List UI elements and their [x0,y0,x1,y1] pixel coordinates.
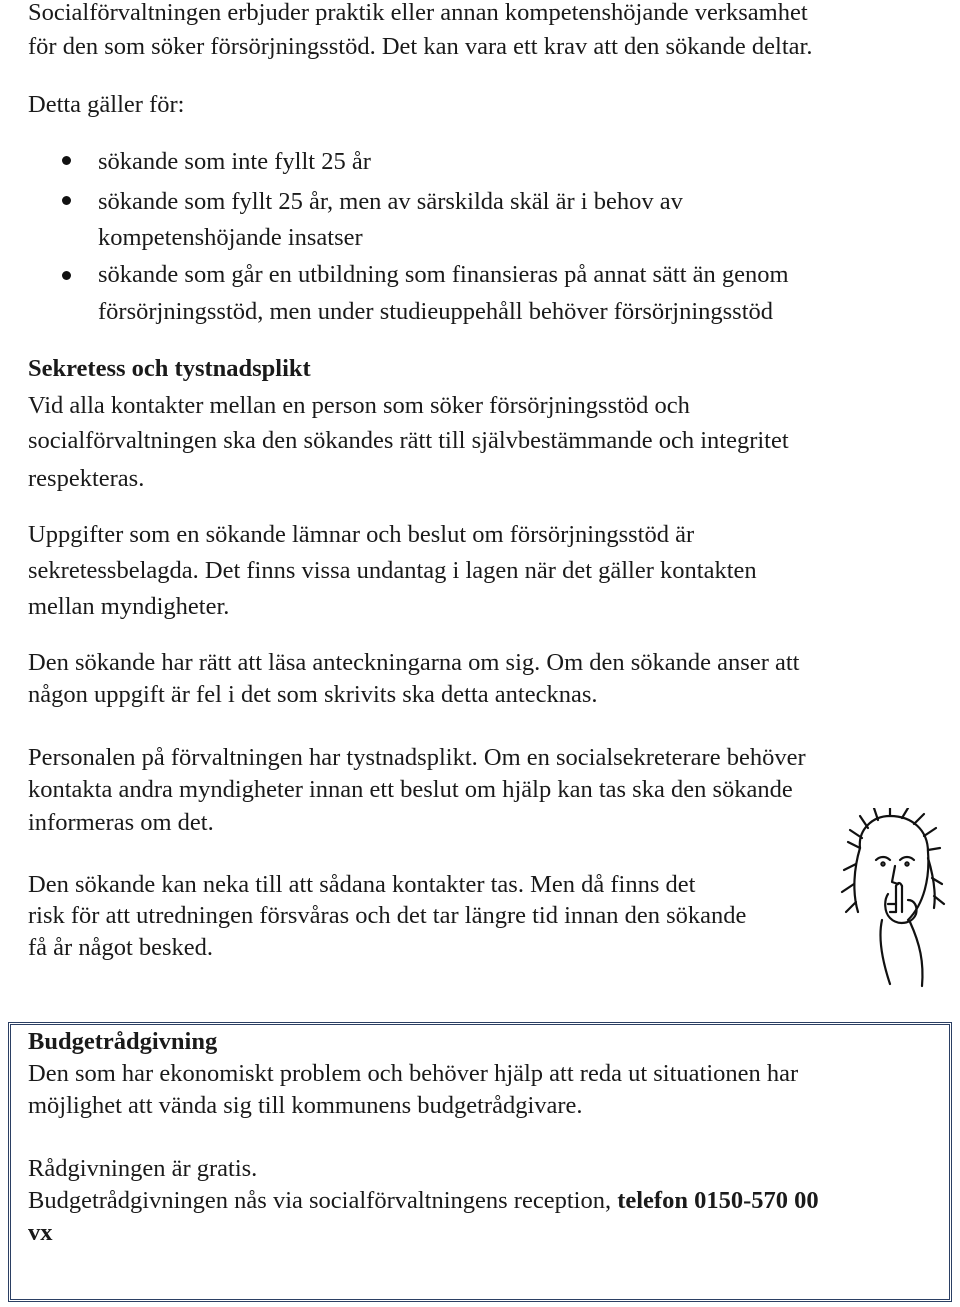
budget-p1-line-2: möjlighet att vända sig till kommunens budgetrådgivare. [28,1092,583,1119]
secrecy-p1-line-1: Vid alla kontakter mellan en person som söker försörjningsstöd och [28,392,690,419]
secrecy-p5-line-1: Den sökande kan neka till att sådana kontakter tas. Men då finns det [28,871,696,898]
budget-free-text: Rådgivningen är gratis. [28,1155,258,1182]
budget-contact-line [28,1184,819,1218]
list-item: sökande som inte fyllt 25 år [98,148,371,175]
secrecy-p1-line-3: respekteras. [28,465,145,492]
budget-p1-line-1: Den som har ekonomiskt problem och behöver hjälp att reda ut situationen har [28,1060,799,1087]
intro-lead: Detta gäller för: [28,91,185,118]
secrecy-p4-line-1: Personalen på förvaltningen har tystnadsplikt. Om en socialsekreterare behöver [28,744,806,771]
secrecy-p5-line-2: risk för att utredningen försvåras och det tar längre tid innan den sökande [28,902,747,929]
budget-phone-suffix: vx [28,1219,53,1246]
bullet-icon [62,156,71,165]
secrecy-p2-line-1: Uppgifter som en sökande lämnar och beslut om försörjningsstöd är [28,521,695,548]
secrecy-p4-line-2: kontakta andra myndigheter innan ett beslut om hjälp kan tas ska den sökande [28,776,793,803]
secrecy-p2-line-2: sekretessbelagda. Det finns vissa undantag i lagen när det gäller kontakten [28,557,757,584]
list-item-continued: kompetenshöjande insatser [98,224,363,251]
bullet-icon [62,196,71,205]
secrecy-p1-line-2: socialförvaltningen ska den sökandes rätt till självbestämmande och integritet [28,427,789,454]
secrecy-p3-line-1: Den sökande har rätt att läsa anteckningarna om sig. Om den sökande anser att [28,649,800,676]
budget-contact-text: Budgetrådgivningen nås via socialförvaltningens reception, [28,1187,618,1214]
secrecy-p5-line-3: få år något besked. [28,934,214,961]
budget-phone: telefon 0150-570 00 [617,1187,819,1214]
intro-line-2: för den som söker försörjningsstöd. Det kan vara ett krav att den sökande deltar. [28,33,813,60]
secrecy-p4-line-3: informeras om det. [28,809,214,836]
list-item: sökande som går en utbildning som finansieras på annat sätt än genom [98,261,789,288]
list-item: sökande som fyllt 25 år, men av särskilda skäl är i behov av [98,188,683,215]
section-heading-budget: Budgetrådgivning [28,1028,218,1055]
section-heading-secrecy: Sekretess och tystnadsplikt [28,355,311,382]
secrecy-p2-line-3: mellan myndigheter. [28,593,230,620]
secrecy-p3-line-2: någon uppgift är fel i det som skrivits ska detta antecknas. [28,681,598,708]
intro-line-1: Socialförvaltningen erbjuder praktik eller annan kompetenshöjande verksamhet [28,0,808,26]
list-item-continued: försörjningsstöd, men under studieuppehåll behöver försörjningsstöd [98,298,774,325]
bullet-icon [62,271,71,280]
shush-face-icon [838,808,946,990]
